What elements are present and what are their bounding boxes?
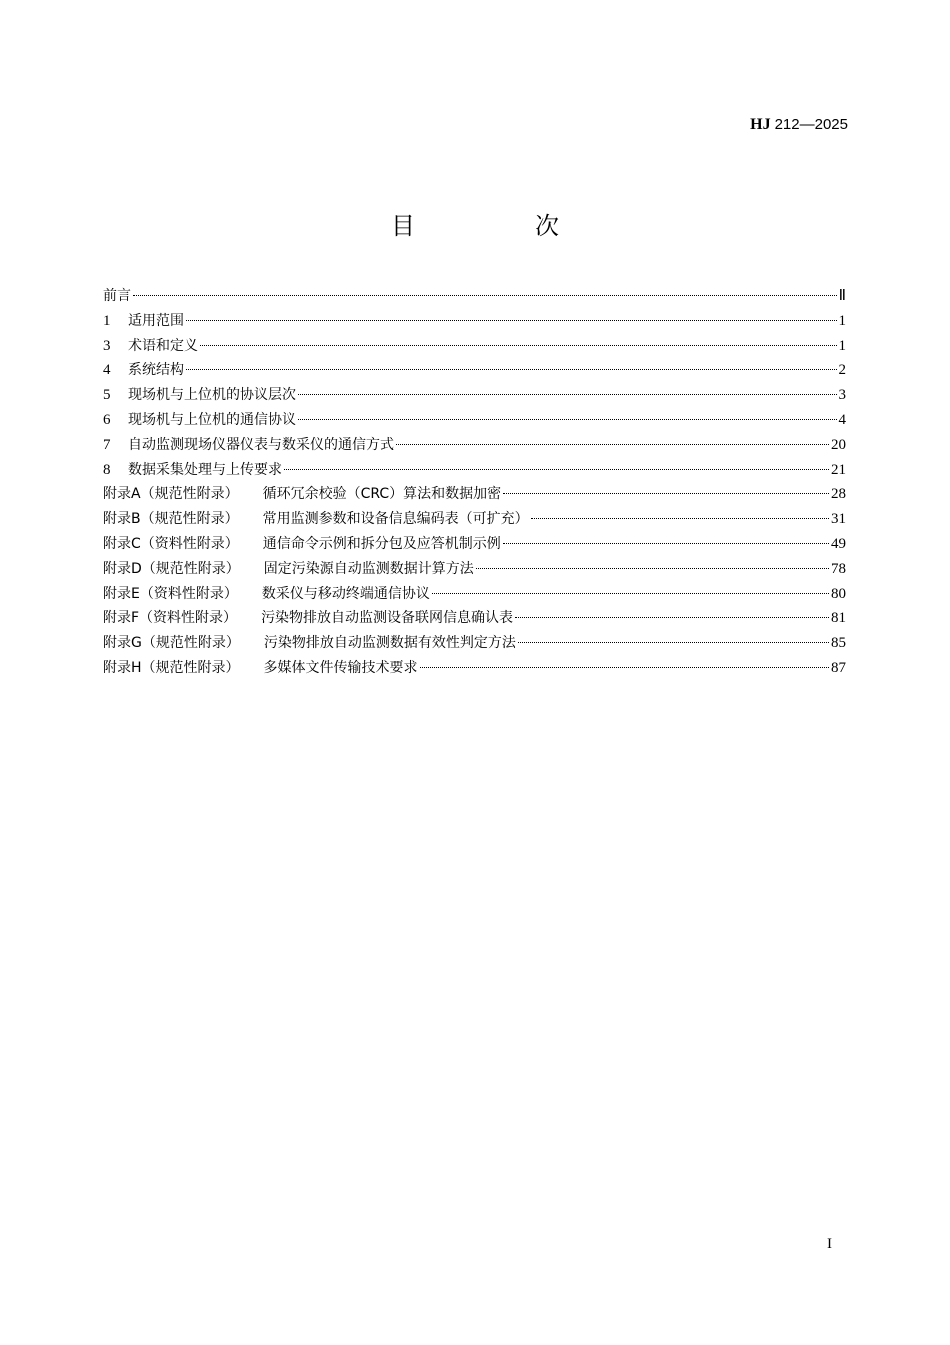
toc-entry-label	[103, 482, 501, 507]
toc-section-number: 6	[103, 411, 111, 428]
toc-entry[interactable]	[103, 458, 846, 483]
toc-entry-label	[103, 358, 184, 383]
toc-appendix-label: 附录A（规范性附录）	[103, 486, 239, 503]
toc-entry-label	[103, 656, 418, 681]
toc-entry-label	[103, 557, 474, 582]
toc-entry[interactable]	[103, 507, 846, 532]
dot-leader	[515, 617, 829, 618]
toc-entry-label	[103, 458, 282, 483]
toc-entry[interactable]	[103, 358, 846, 383]
toc-entry-label	[103, 284, 131, 309]
toc-page-number: 87	[831, 659, 846, 676]
toc-entry[interactable]	[103, 631, 846, 656]
toc-entry-title: 现场机与上位机的通信协议	[128, 411, 296, 428]
dot-leader	[432, 593, 829, 594]
page-number: I	[827, 1236, 832, 1252]
dot-leader	[503, 543, 829, 544]
toc-page-number: 1	[838, 337, 846, 354]
dot-leader	[518, 642, 829, 643]
toc-entry-label	[103, 334, 198, 359]
toc-entry[interactable]	[103, 482, 846, 507]
toc-entry-title: 术语和定义	[128, 337, 198, 354]
toc-entry[interactable]	[103, 582, 846, 607]
dot-leader	[133, 295, 837, 296]
toc-page-number: 2	[838, 362, 846, 379]
dot-leader	[186, 369, 837, 370]
toc-page-number: Ⅱ	[838, 288, 846, 304]
toc-appendix-label: 附录H（规范性附录）	[103, 659, 240, 676]
toc-section-number: 5	[103, 387, 111, 404]
toc-entry-title: 污染物排放自动监测数据有效性判定方法	[263, 635, 516, 652]
dot-leader	[284, 469, 829, 470]
toc-entry[interactable]	[103, 433, 846, 458]
toc-page-number: 28	[831, 486, 846, 503]
toc-entry-label	[103, 507, 529, 532]
table-of-contents	[103, 284, 846, 681]
toc-section-number: 3	[103, 337, 111, 354]
toc-entry[interactable]	[103, 408, 846, 433]
toc-appendix-label: 附录E（资料性附录）	[103, 585, 238, 602]
toc-title: 目 次	[391, 212, 607, 240]
toc-entry-title: 多媒体文件传输技术要求	[263, 659, 418, 676]
toc-entry-title: 系统结构	[128, 362, 184, 379]
toc-entry[interactable]	[103, 309, 846, 334]
toc-appendix-label: 附录B（规范性附录）	[103, 511, 239, 528]
toc-page-number: 80	[831, 585, 846, 602]
dot-leader	[298, 394, 837, 395]
toc-entry-title: 循环冗余校验（CRC）算法和数据加密	[262, 486, 502, 503]
toc-entry-title: 适用范围	[128, 312, 184, 329]
toc-page-number: 4	[838, 411, 846, 428]
toc-page-number: 21	[831, 461, 846, 478]
toc-entry-label	[103, 631, 516, 656]
toc-entry-title: 固定污染源自动监测数据计算方法	[263, 560, 474, 577]
toc-section-number: 8	[103, 461, 111, 478]
toc-entry[interactable]	[103, 656, 846, 681]
toc-entry-title: 通信命令示例和拆分包及应答机制示例	[262, 535, 501, 552]
toc-section-number: 4	[103, 362, 111, 379]
standard-code-number: 212—2025	[774, 116, 848, 133]
dot-leader	[186, 320, 837, 321]
toc-entry-title: 自动监测现场仪器仪表与数采仪的通信方式	[128, 436, 394, 453]
toc-page-number: 31	[831, 511, 846, 528]
dot-leader	[420, 667, 829, 668]
toc-section-number: 7	[103, 436, 111, 453]
dot-leader	[476, 568, 829, 569]
dot-leader	[200, 345, 837, 346]
toc-entry-title: 数采仪与移动终端通信协议	[261, 585, 430, 602]
toc-entry-title: 污染物排放自动监测设备联网信息确认表	[261, 610, 514, 627]
toc-entry[interactable]	[103, 284, 846, 309]
toc-page-number: 20	[831, 436, 846, 453]
toc-entry-label	[103, 383, 296, 408]
toc-appendix-label: 附录F（资料性附录）	[103, 610, 238, 627]
toc-entry[interactable]	[103, 383, 846, 408]
toc-section-number: 1	[103, 312, 111, 329]
toc-entry[interactable]	[103, 606, 846, 631]
toc-entry-title: 数据采集处理与上传要求	[128, 461, 282, 478]
toc-entry-label	[103, 606, 513, 631]
toc-appendix-label: 附录D（规范性附录）	[103, 560, 240, 577]
toc-entry-label	[103, 408, 296, 433]
dot-leader	[396, 444, 829, 445]
toc-entry[interactable]	[103, 334, 846, 359]
toc-entry[interactable]	[103, 532, 846, 557]
toc-entry[interactable]	[103, 557, 846, 582]
toc-entry-label	[103, 433, 394, 458]
toc-entry-title: 现场机与上位机的协议层次	[128, 387, 296, 404]
toc-appendix-label: 附录G（规范性附录）	[103, 635, 240, 652]
toc-page-number: 1	[838, 312, 846, 329]
toc-entry-title: 常用监测参数和设备信息编码表（可扩充）	[262, 511, 529, 528]
toc-page-number: 81	[831, 610, 846, 627]
toc-entry-label	[103, 309, 184, 334]
toc-entry-title: 前言	[103, 288, 131, 304]
standard-code	[750, 116, 848, 134]
toc-page-number: 49	[831, 535, 846, 552]
toc-entry-label	[103, 532, 501, 557]
toc-page-number: 78	[831, 560, 846, 577]
toc-entry-label	[103, 582, 430, 607]
toc-page-number: 3	[838, 387, 846, 404]
standard-code-prefix: HJ	[750, 116, 771, 133]
dot-leader	[503, 493, 829, 494]
toc-page-number: 85	[831, 635, 846, 652]
dot-leader	[298, 419, 837, 420]
dot-leader	[531, 518, 829, 519]
toc-appendix-label: 附录C（资料性附录）	[103, 535, 239, 552]
